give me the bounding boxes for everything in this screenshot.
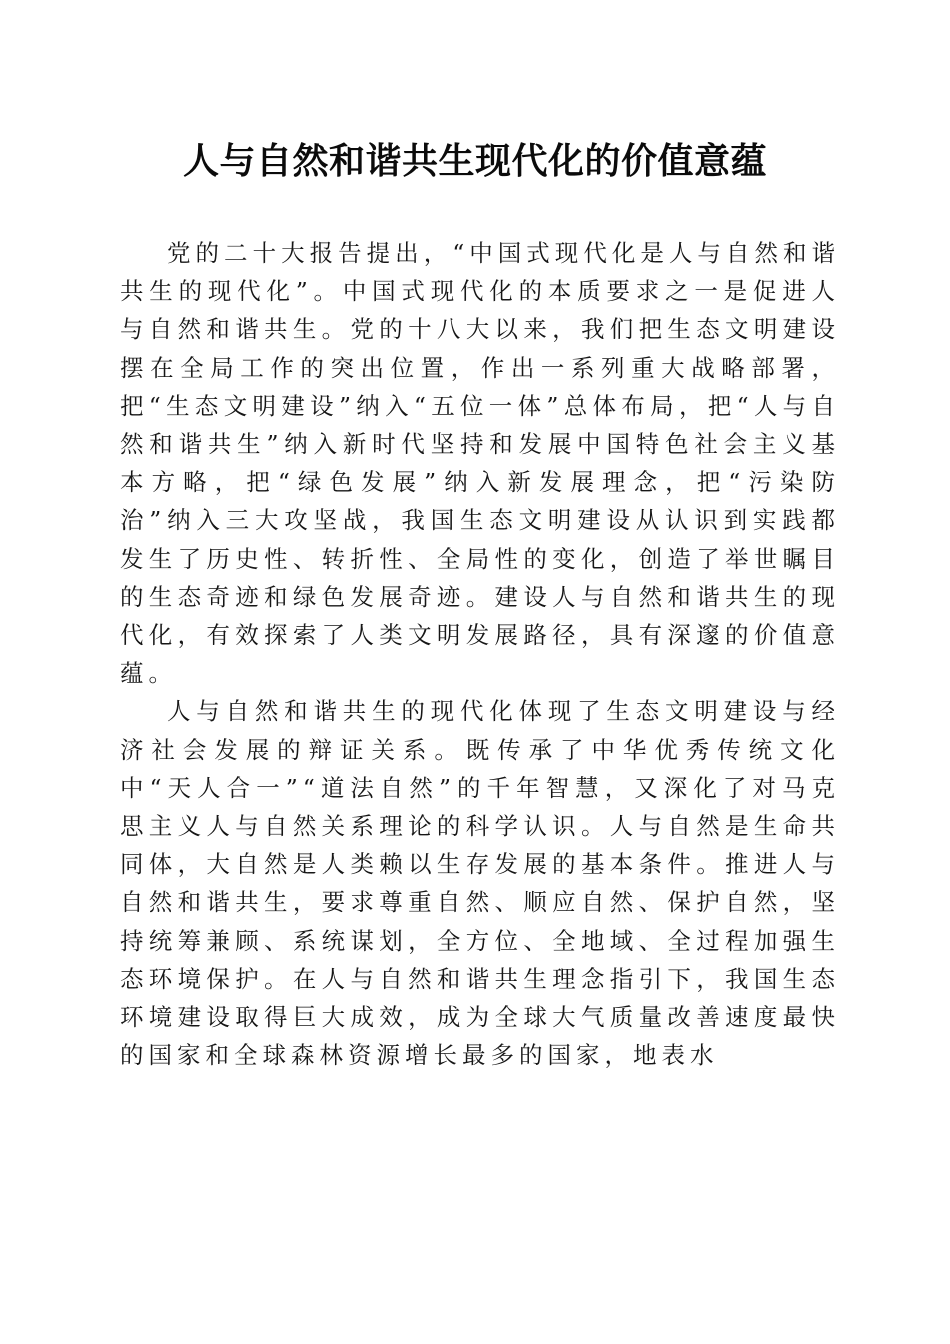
paragraph: 人与自然和谐共生的现代化体现了生态文明建设与经济社会发展的辩证关系。既传承了中华优秀传统文化中“天人合一”“道法自然”的千年智慧，又深化了对马克思主义人与自然关系理论的科学认识。人与自然是生命共同体，大自然是人类赖以生存发展的基本条件。推进人与自然和谐共生，要求尊重自然、顺应自然、保护自然，坚持统筹兼顾、系统谋划，全方位、全地域、全过程加强生态环境保护。在人与自然和谐共生理念指引下，我国生态环境建设取得巨大成效，成为全球大气质量改善速度最快的国家和全球森林资源增长最多的国家，地表水 (120, 697, 840, 1070)
paragraph: 党的二十大报告提出，“中国式现代化是人与自然和谐共生的现代化”。中国式现代化的本质要求之一是促进人与自然和谐共生。党的十八大以来，我们把生态文明建设摆在全局工作的突出位置，作出一系列重大战略部署，把“生态文明建设”纳入“五位一体”总体布局，把“人与自然和谐共生”纳入新时代坚持和发展中国特色社会主义基本方略，把“绿色发展”纳入新发展理念，把“污染防治”纳入三大攻坚战，我国生态文明建设从认识到实践都发生了历史性、转折性、全局性的变化，创造了举世瞩目的生态奇迹和绿色发展奇迹。建设人与自然和谐共生的现代化，有效探索了人类文明发展路径，具有深邃的价值意蕴。 (120, 239, 840, 688)
document-body (120, 234, 840, 1074)
document-title: 人与自然和谐共生现代化的价值意蕴 (182, 140, 767, 182)
